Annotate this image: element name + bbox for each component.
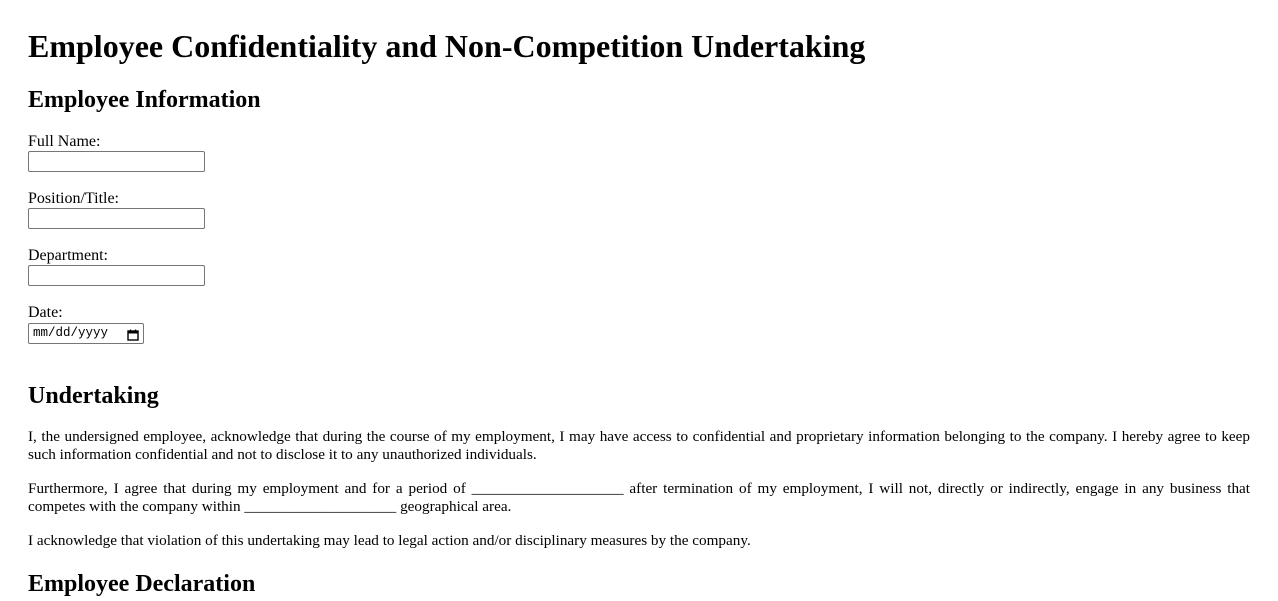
undertaking-heading: Undertaking: [28, 383, 159, 409]
employee-declaration-heading: Employee Declaration: [28, 571, 256, 597]
calendar-icon[interactable]: [127, 328, 139, 340]
period-blank: ____________________: [471, 480, 624, 497]
geographical-area-blank: ____________________: [244, 498, 397, 515]
department-input[interactable]: [28, 265, 205, 286]
non-competition-text-1: Furthermore, I agree that during my employment and for a period of: [28, 480, 466, 497]
full-name-input[interactable]: [28, 151, 205, 172]
date-label: Date:: [28, 304, 63, 321]
page-title: Employee Confidentiality and Non-Competition Undertaking: [28, 28, 866, 64]
full-name-label: Full Name:: [28, 133, 101, 150]
non-competition-text-3: geographical area.: [400, 498, 512, 515]
department-label: Department:: [28, 247, 108, 264]
confidentiality-paragraph: I, the undersigned employee, acknowledge that during the course of my employment, I may have access to confidential and proprietary information belonging to the company. I hereby agree to keep such information confidential and not to disclose it to any unauthorized individuals.: [28, 428, 1250, 463]
non-competition-text-2: after termination of my employment, I will not, directly or indirectly, engage in any business that competes with the company within: [28, 480, 1250, 515]
employee-information-heading: Employee Information: [28, 87, 261, 113]
date-input[interactable]: [28, 323, 144, 344]
non-competition-paragraph: [28, 480, 1250, 516]
position-title-input[interactable]: [28, 208, 205, 229]
date-placeholder: mm/dd/yyyy: [33, 326, 109, 340]
position-title-label: Position/Title:: [28, 190, 119, 207]
violation-paragraph: I acknowledge that violation of this undertaking may lead to legal action and/or disciplinary measures by the company.: [28, 532, 751, 549]
